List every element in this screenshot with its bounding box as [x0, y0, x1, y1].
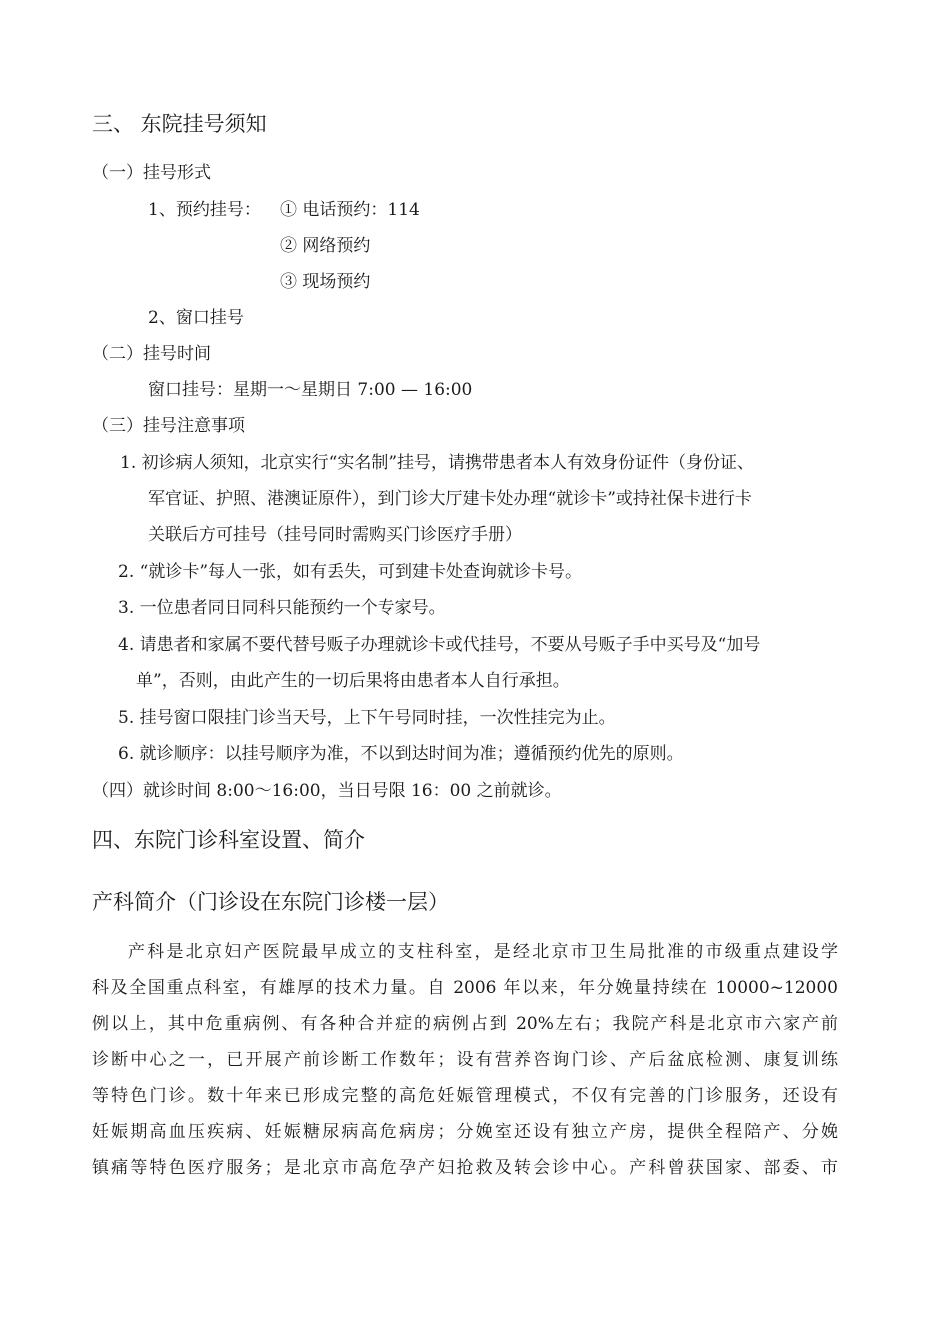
note-4-line-1: 4. 请患者和家属不要代替号贩子办理就诊卡或代挂号，不要从号贩子手中买号及“加号	[118, 635, 761, 655]
visit-hours: （四）就诊时间 8:00～16:00，当日号限 16：00 之前就诊。	[92, 781, 562, 801]
note-3: 3. 一位患者同日同科只能预约一个专家号。	[118, 598, 446, 618]
window-registration: 2、窗口挂号	[148, 308, 244, 328]
obstetrics-title: 产科简介（门诊设在东院门诊楼一层）	[92, 890, 449, 914]
paragraph-line: 例以上，其中危重病例、有各种合并症的病例占到 20%左右；我院产科是北京市六家产前	[92, 1014, 838, 1034]
paragraph-line: 产科是北京妇产医院最早成立的支柱科室，是经北京市卫生局批准的市级重点建设学	[128, 942, 838, 962]
appointment-label: 1、预约挂号：	[148, 200, 261, 220]
note-1-line-1: 1. 初诊病人须知，北京实行“实名制”挂号，请携带患者本人有效身份证件（身份证、	[120, 453, 755, 473]
paragraph-line: 等特色门诊。数十年来已形成完整的高危妊娠管理模式，不仅有完善的门诊服务，还设有	[92, 1086, 838, 1106]
note-2: 2. “就诊卡”每人一张，如有丢失，可到建卡处查询就诊卡号。	[118, 562, 583, 582]
paragraph-line: 科及全国重点科室，有雄厚的技术力量。自 2006 年以来，年分娩量持续在 10000~12000	[92, 978, 838, 998]
registration-hours: 窗口挂号：星期一～星期日 7:00 — 16:00	[148, 380, 473, 400]
option-phone: ① 电话预约：114	[280, 200, 420, 220]
note-5: 5. 挂号窗口限挂门诊当天号，上下午号同时挂，一次性挂完为止。	[118, 708, 616, 728]
note-1-line-3: 关联后方可挂号（挂号同时需购买门诊医疗手册）	[148, 525, 522, 545]
section-4-title: 四、东院门诊科室设置、简介	[92, 828, 365, 852]
option-online: ② 网络预约	[280, 236, 371, 256]
paragraph-line: 镇痛等特色医疗服务；是北京市高危孕产妇抢救及转会诊中心。产科曾获国家、部委、市	[92, 1158, 838, 1178]
note-1-line-2: 军官证、护照、港澳证原件），到门诊大厅建卡处办理“就诊卡”或持社保卡进行卡	[148, 489, 752, 509]
section-3-title: 三、 东院挂号须知	[92, 112, 267, 136]
sub1-title: （一）挂号形式	[92, 163, 211, 183]
paragraph-line: 诊断中心之一，已开展产前诊断工作数年；设有营养咨询门诊、产后盆底检测、康复训练	[92, 1050, 838, 1070]
note-6: 6. 就诊顺序：以挂号顺序为准，不以到达时间为准；遵循预约优先的原则。	[118, 744, 684, 764]
sub2-title: （二）挂号时间	[92, 344, 211, 364]
sub3-title: （三）挂号注意事项	[92, 416, 245, 436]
option-onsite: ③ 现场预约	[280, 272, 371, 292]
paragraph-line: 妊娠期高血压疾病、妊娠糖尿病高危病房；分娩室还设有独立产房，提供全程陪产、分娩	[92, 1122, 838, 1142]
note-4-line-2: 单”，否则，由此产生的一切后果将由患者本人自行承担。	[136, 671, 570, 691]
